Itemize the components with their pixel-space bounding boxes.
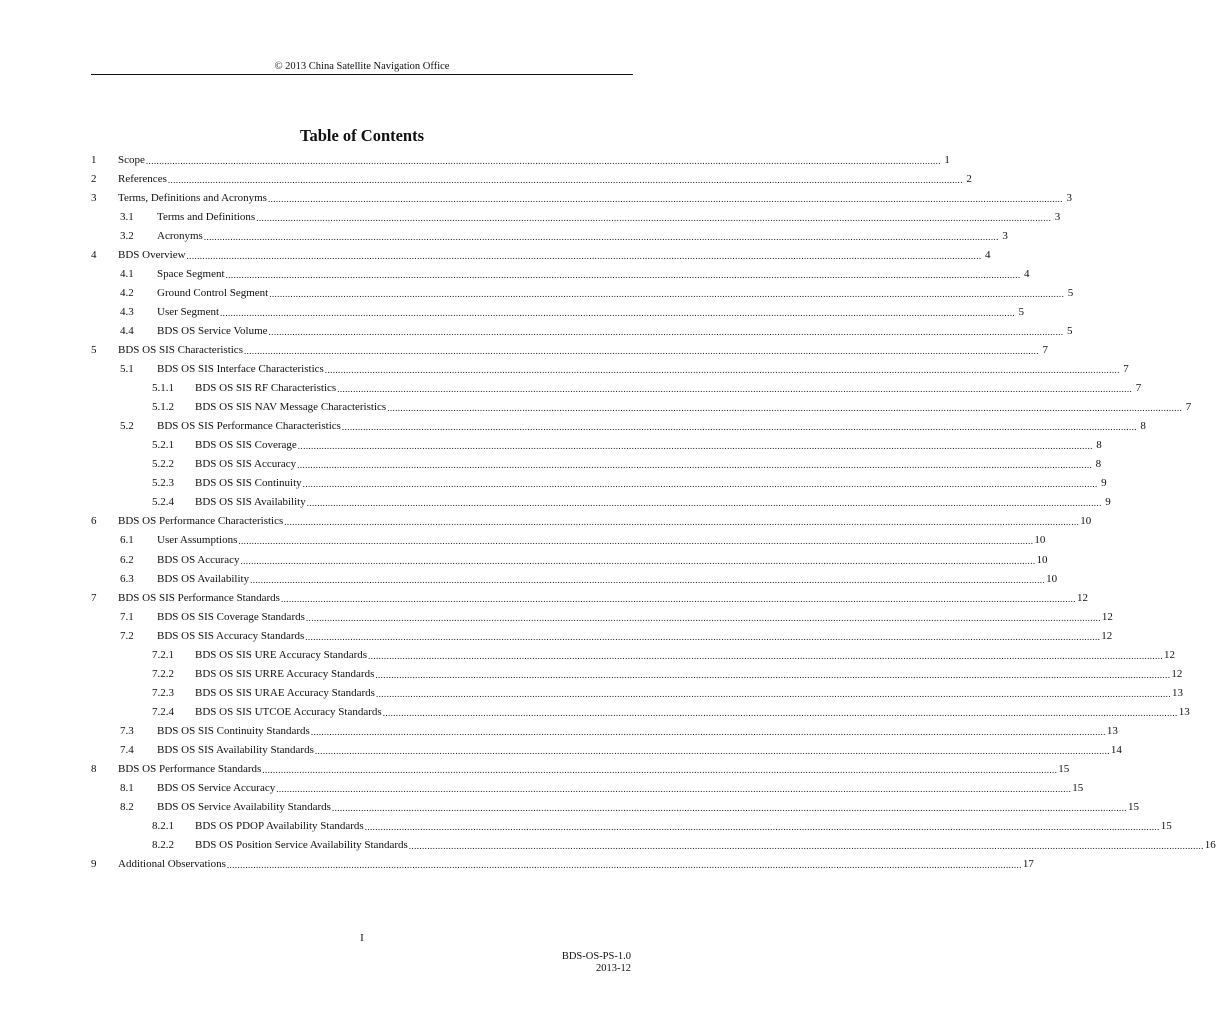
toc-entry[interactable] <box>91 836 1216 855</box>
toc-leader-dots: ............................................................................................................................................................................................................................................................................................................ <box>297 441 1093 452</box>
toc-entry-number: 7.1 <box>120 610 134 623</box>
toc-entry-title: Acronyms <box>157 229 203 242</box>
toc-leader-dots: ............................................................................................................................................................................................................................................................................................................ <box>375 669 1171 680</box>
toc-entry-title: BDS OS SIS Coverage <box>195 439 297 452</box>
toc-entry-page: 13 <box>1178 705 1190 718</box>
toc-entry[interactable] <box>91 798 1139 817</box>
toc-entry-page: 14 <box>1110 743 1122 756</box>
toc-entry[interactable] <box>91 607 1113 626</box>
toc-entry-title: BDS OS SIS Coverage Standards <box>157 610 305 623</box>
toc-entry-number: 7.4 <box>120 743 134 756</box>
toc-entry-number: 1 <box>91 153 97 166</box>
toc-entry[interactable] <box>91 302 1025 321</box>
toc-entry[interactable] <box>91 740 1122 759</box>
toc-entry-number: 9 <box>91 858 97 871</box>
toc-entry-title: BDS OS SIS URAE Accuracy Standards <box>195 686 375 699</box>
toc-entry-page: 12 <box>1164 648 1176 661</box>
toc-leader-dots: ............................................................................................................................................................................................................................................................................................................ <box>226 860 1022 871</box>
toc-entry[interactable] <box>91 683 1183 702</box>
toc-entry[interactable] <box>91 340 1048 359</box>
toc-entry-title: BDS OS Service Volume <box>157 324 268 337</box>
toc-entry-title: BDS OS Position Service Availability Standards <box>195 839 408 852</box>
toc-entry-title: BDS OS Performance Standards <box>118 763 262 776</box>
toc-entry-title: BDS OS SIS RF Characteristics <box>195 382 337 395</box>
toc-leader-dots: ............................................................................................................................................................................................................................................................................................................ <box>408 841 1204 852</box>
toc-entry-number: 7.3 <box>120 724 134 737</box>
toc-entry-number: 5 <box>91 343 97 356</box>
toc-entry-title: BDS OS SIS Interface Characteristics <box>157 363 324 376</box>
toc-entry-number: 2 <box>91 172 97 185</box>
toc-entry-title: BDS OS SIS NAV Message Characteristics <box>195 401 387 414</box>
toc-entry-number: 7 <box>91 591 97 604</box>
toc-leader-dots: ............................................................................................................................................................................................................................................................................................................ <box>305 612 1101 623</box>
toc-leader-dots: ............................................................................................................................................................................................................................................................................................................ <box>167 174 963 185</box>
toc-leader-dots: ............................................................................................................................................................................................................................................................................................................ <box>306 498 1102 509</box>
toc-entry[interactable] <box>91 245 991 264</box>
toc-entry-page: 15 <box>1072 782 1084 795</box>
toc-entry-number: 5.2.2 <box>152 458 174 471</box>
toc-entry[interactable] <box>91 645 1176 664</box>
toc-entry-number: 4.3 <box>120 305 134 318</box>
toc-entry-number: 8.1 <box>120 782 134 795</box>
toc-entry-page: 12 <box>1101 610 1113 623</box>
toc-entry-number: 7.2 <box>120 629 134 642</box>
toc-entry[interactable] <box>91 626 1113 645</box>
toc-entry-title: BDS OS SIS Accuracy Standards <box>157 629 305 642</box>
toc-entry-number: 4.2 <box>120 286 134 299</box>
toc-entry-number: 4.4 <box>120 324 134 337</box>
toc-entry-page: 15 <box>1058 763 1070 776</box>
document-date: 2013-12 <box>596 963 631 974</box>
toc-entry-page: 5 <box>1067 286 1074 299</box>
toc-leader-dots: ............................................................................................................................................................................................................................................................................................................ <box>382 707 1178 718</box>
toc-leader-dots: ............................................................................................................................................................................................................................................................................................................ <box>268 326 1064 337</box>
toc-entry[interactable] <box>91 550 1048 569</box>
toc-entry[interactable] <box>91 721 1118 740</box>
toc-entry-page: 10 <box>1080 515 1092 528</box>
toc-entry-page: 15 <box>1160 820 1172 833</box>
toc-leader-dots: ............................................................................................................................................................................................................................................................................................................ <box>284 517 1080 528</box>
toc-entry-page: 13 <box>1171 686 1183 699</box>
toc-entry-number: 8 <box>91 763 97 776</box>
toc-entry[interactable] <box>91 207 1061 226</box>
toc-entry-page: 10 <box>1036 553 1048 566</box>
toc-entry-title: BDS OS SIS URRE Accuracy Standards <box>195 667 375 680</box>
toc-entry-page: 5 <box>1067 324 1073 337</box>
toc-entry[interactable] <box>91 493 1111 512</box>
toc-entry-number: 4 <box>91 248 97 261</box>
toc-entry-title: Additional Observations <box>118 858 226 871</box>
toc-leader-dots: ............................................................................................................................................................................................................................................................................................................ <box>186 250 982 261</box>
toc-entry-number: 7.2.3 <box>152 686 174 699</box>
toc-leader-dots: ............................................................................................................................................................................................................................................................................................................ <box>256 212 1052 223</box>
toc-entry-page: 9 <box>1105 496 1111 509</box>
toc-entry-number: 6.1 <box>120 534 134 547</box>
toc-entry-title: BDS OS Service Availability Standards <box>157 801 331 814</box>
toc-entry-page: 1 <box>944 153 950 166</box>
toc-entry-title: BDS OS Service Accuracy <box>157 782 276 795</box>
toc-entry-title: BDS OS SIS Accuracy <box>195 458 297 471</box>
toc-leader-dots: ............................................................................................................................................................................................................................................................................................................ <box>220 307 1016 318</box>
toc-leader-dots: ............................................................................................................................................................................................................................................................................................................ <box>305 631 1101 642</box>
toc-entry-page: 4 <box>1024 267 1030 280</box>
toc-entry-number: 5.1 <box>120 363 134 376</box>
table-of-contents <box>91 150 1216 874</box>
toc-entry[interactable] <box>91 436 1102 455</box>
toc-entry[interactable] <box>91 702 1190 721</box>
toc-entry-title: BDS OS SIS UTCOE Accuracy Standards <box>195 705 382 718</box>
toc-entry[interactable] <box>91 664 1183 683</box>
toc-entry-title: BDS OS SIS Continuity <box>195 477 302 490</box>
toc-entry[interactable] <box>91 169 972 188</box>
toc-leader-dots: ............................................................................................................................................................................................................................................................................................................ <box>387 403 1183 414</box>
toc-leader-dots: ............................................................................................................................................................................................................................................................................................................ <box>337 384 1133 395</box>
toc-entry-title: BDS OS SIS Availability <box>195 496 306 509</box>
toc-entry[interactable] <box>91 855 1034 874</box>
toc-entry-page: 9 <box>1101 477 1107 490</box>
toc-entry-page: 15 <box>1127 801 1139 814</box>
toc-entry-number: 4.1 <box>120 267 134 280</box>
toc-entry-number: 5.2.1 <box>152 439 174 452</box>
toc-entry-page: 10 <box>1046 572 1058 585</box>
toc-entry-page: 3 <box>1054 210 1061 223</box>
toc-entry[interactable] <box>91 226 1008 245</box>
toc-entry-title: Scope <box>118 153 145 166</box>
toc-entry[interactable] <box>91 512 1092 531</box>
toc-entry[interactable] <box>91 150 950 169</box>
toc-entry[interactable] <box>91 398 1192 417</box>
toc-entry-page: 13 <box>1106 724 1118 737</box>
toc-entry-title: BDS OS Availability <box>157 572 250 585</box>
toc-entry-number: 7.2.4 <box>152 705 174 718</box>
toc-entry[interactable] <box>91 588 1088 607</box>
toc-entry-title: Ground Control Segment <box>157 286 269 299</box>
toc-title: Table of Contents <box>299 126 425 145</box>
toc-entry-number: 5.1.2 <box>152 401 174 414</box>
toc-entry-page: 2 <box>966 172 972 185</box>
toc-entry-title: BDS OS SIS Continuity Standards <box>157 724 310 737</box>
document-id: BDS-OS-PS-1.0 <box>561 951 631 962</box>
toc-entry-page: 4 <box>985 248 991 261</box>
toc-entry-page: 5 <box>1018 305 1025 318</box>
toc-entry-title: User Segment <box>157 305 220 318</box>
toc-leader-dots: ............................................................................................................................................................................................................................................................................................................ <box>331 803 1127 814</box>
toc-entry-number: 8.2 <box>120 801 134 814</box>
toc-entry[interactable] <box>91 379 1142 398</box>
toc-entry-title: BDS OS Accuracy <box>157 553 240 566</box>
toc-entry-title: BDS Overview <box>118 248 186 261</box>
toc-leader-dots: ............................................................................................................................................................................................................................................................................................................ <box>368 650 1164 661</box>
toc-leader-dots: ............................................................................................................................................................................................................................................................................................................ <box>276 784 1072 795</box>
toc-entry-number: 6 <box>91 515 97 528</box>
toc-entry-number: 5.1.1 <box>152 382 174 395</box>
toc-entry[interactable] <box>91 321 1073 340</box>
page-number: I <box>360 932 364 944</box>
toc-entry-title: References <box>118 172 167 185</box>
toc-leader-dots: ............................................................................................................................................................................................................................................................................................................ <box>250 574 1046 585</box>
toc-entry-page: 8 <box>1140 420 1146 433</box>
toc-entry-page: 3 <box>1002 229 1008 242</box>
toc-leader-dots: ............................................................................................................................................................................................................................................................................................................ <box>225 269 1021 280</box>
toc-entry[interactable] <box>91 283 1074 302</box>
toc-leader-dots: ............................................................................................................................................................................................................................................................................................................ <box>243 345 1039 356</box>
toc-entry[interactable] <box>91 817 1172 836</box>
toc-entry-number: 5.2 <box>120 420 134 433</box>
toc-entry-number: 3 <box>91 191 97 204</box>
header-divider <box>91 74 633 75</box>
toc-entry-page: 12 <box>1171 667 1183 680</box>
toc-leader-dots: ............................................................................................................................................................................................................................................................................................................ <box>269 288 1065 299</box>
toc-leader-dots: ............................................................................................................................................................................................................................................................................................................ <box>364 822 1160 833</box>
toc-entry-number: 3.1 <box>120 210 134 223</box>
toc-leader-dots: ............................................................................................................................................................................................................................................................................................................ <box>240 555 1036 566</box>
toc-leader-dots: ............................................................................................................................................................................................................................................................................................................ <box>262 765 1058 776</box>
toc-entry[interactable] <box>91 455 1102 474</box>
toc-entry[interactable] <box>91 531 1046 550</box>
toc-entry-title: BDS OS PDOP Availability Standards <box>195 820 364 833</box>
toc-entry[interactable] <box>91 360 1129 379</box>
toc-leader-dots: ............................................................................................................................................................................................................................................................................................................ <box>324 365 1120 376</box>
toc-leader-dots: ............................................................................................................................................................................................................................................................................................................ <box>310 726 1106 737</box>
document-id-block <box>562 951 631 975</box>
toc-leader-dots: ............................................................................................................................................................................................................................................................................................................ <box>375 688 1171 699</box>
toc-entry-title: BDS OS SIS Characteristics <box>118 343 243 356</box>
toc-entry-number: 5.2.4 <box>152 496 174 509</box>
toc-entry-page: 17 <box>1022 858 1034 871</box>
toc-entry-title: Terms, Definitions and Acronyms <box>118 191 267 204</box>
toc-entry-title: Space Segment <box>157 267 225 280</box>
toc-entry-number: 6.3 <box>120 572 134 585</box>
toc-entry-number: 3.2 <box>120 229 134 242</box>
toc-entry-page: 7 <box>1042 343 1048 356</box>
toc-entry-page: 8 <box>1095 458 1102 471</box>
toc-entry-title: BDS OS SIS URE Accuracy Standards <box>195 648 368 661</box>
toc-entry-page: 8 <box>1096 439 1102 452</box>
toc-entry-title: BDS OS Performance Characteristics <box>118 515 284 528</box>
toc-entry-page: 7 <box>1135 382 1142 395</box>
toc-entry[interactable] <box>91 474 1107 493</box>
toc-leader-dots: ............................................................................................................................................................................................................................................................................................................ <box>302 479 1098 490</box>
toc-entry-title: BDS OS SIS Performance Characteristics <box>157 420 341 433</box>
toc-leader-dots: ............................................................................................................................................................................................................................................................................................................ <box>238 536 1034 547</box>
toc-entry[interactable] <box>91 188 1072 207</box>
toc-entry[interactable] <box>91 264 1030 283</box>
toc-leader-dots: ............................................................................................................................................................................................................................................................................................................ <box>145 155 941 166</box>
toc-entry-number: 8.2.1 <box>152 820 174 833</box>
toc-entry-page: 3 <box>1066 191 1072 204</box>
toc-entry-page: 7 <box>1123 363 1129 376</box>
toc-leader-dots: ............................................................................................................................................................................................................................................................................................................ <box>314 745 1110 756</box>
toc-leader-dots: ............................................................................................................................................................................................................................................................................................................ <box>203 231 999 242</box>
toc-entry-page: 7 <box>1185 401 1192 414</box>
toc-entry-title: Terms and Definitions <box>157 210 256 223</box>
toc-entry[interactable] <box>91 760 1070 779</box>
page-header-copyright: © 2013 China Satellite Navigation Office <box>274 61 450 72</box>
toc-entry-number: 8.2.2 <box>152 839 174 852</box>
toc-leader-dots: ............................................................................................................................................................................................................................................................................................................ <box>341 422 1137 433</box>
toc-entry-number: 7.2.2 <box>152 667 174 680</box>
toc-leader-dots: ............................................................................................................................................................................................................................................................................................................ <box>297 460 1093 471</box>
toc-entry-number: 7.2.1 <box>152 648 174 661</box>
toc-entry[interactable] <box>91 779 1084 798</box>
toc-entry-title: BDS OS SIS Performance Standards <box>118 591 280 604</box>
toc-entry-number: 6.2 <box>120 553 134 566</box>
toc-entry[interactable] <box>91 417 1146 436</box>
toc-entry-title: BDS OS SIS Availability Standards <box>157 743 314 756</box>
toc-leader-dots: ............................................................................................................................................................................................................................................................................................................ <box>267 193 1063 204</box>
toc-leader-dots: ............................................................................................................................................................................................................................................................................................................ <box>280 593 1076 604</box>
toc-entry-page: 10 <box>1034 534 1046 547</box>
toc-entry-page: 12 <box>1076 591 1088 604</box>
toc-entry-page: 12 <box>1101 629 1113 642</box>
toc-entry-title: User Assumptions <box>157 534 238 547</box>
toc-entry-number: 5.2.3 <box>152 477 174 490</box>
toc-entry[interactable] <box>91 569 1058 588</box>
toc-entry-page: 16 <box>1204 839 1216 852</box>
